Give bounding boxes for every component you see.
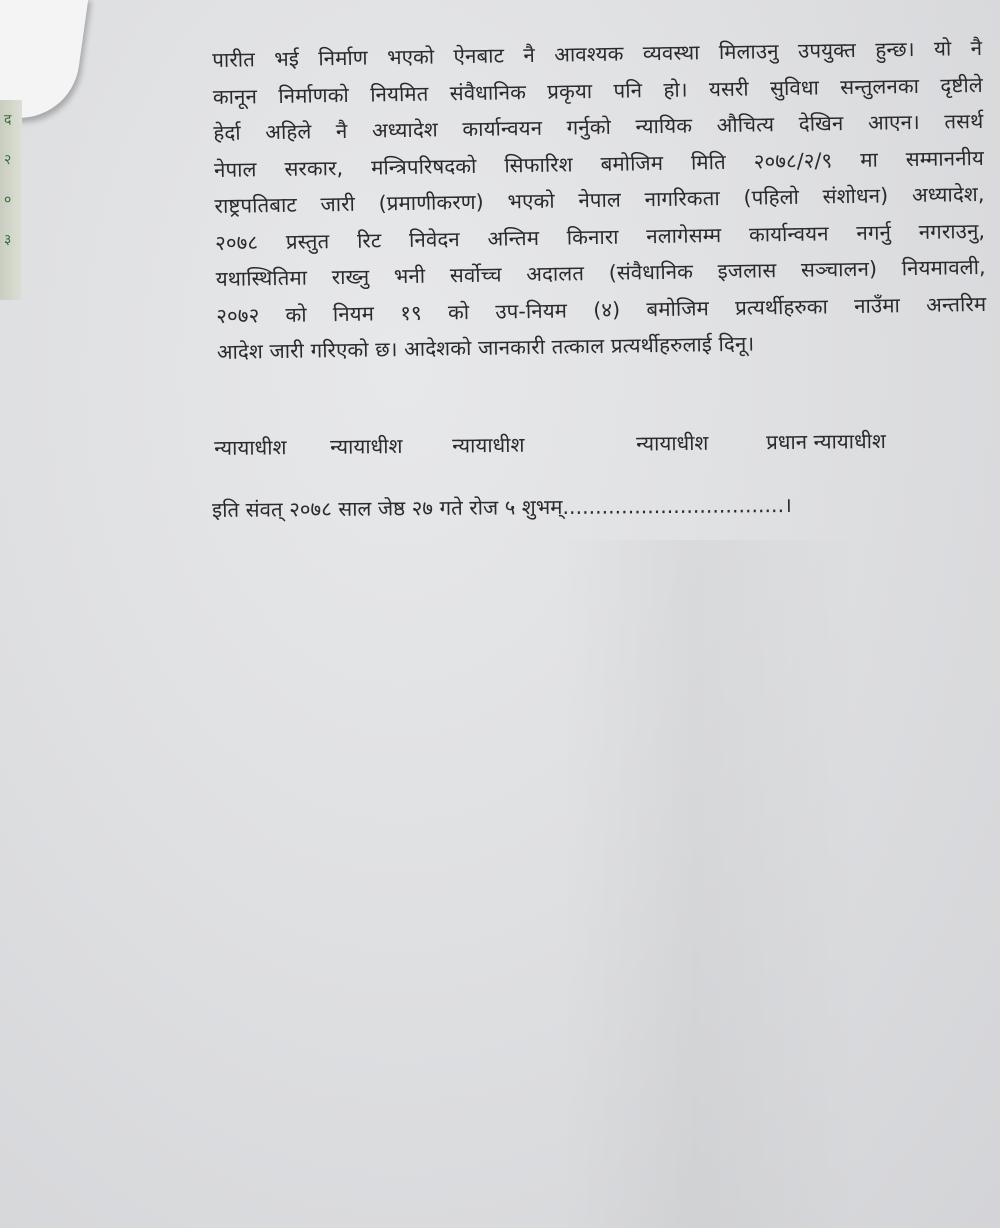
signature-justice-4: न्यायाधीश	[635, 430, 709, 456]
paragraph-line: हेर्दा अहिले नै अध्यादेश कार्यान्वयन गर्नुको न्यायिक औचित्य देखिन आएन। तसर्थ	[213, 108, 984, 145]
signature-row	[214, 427, 924, 468]
paragraph-line: यथास्थितिमा राख्नु भनी सर्वोच्च अदालत (संवैधानिक इजलास सञ्चालन) नियमावली,	[215, 254, 986, 291]
signature-justice-1: न्यायाधीश	[214, 435, 287, 460]
paragraph-line: कानून निर्माणको नियमित संवैधानिक प्रकृया पनि हो। यसरी सुविधा सन्तुलनका दृष्टीले	[212, 72, 983, 109]
signature-justice-2: न्यायाधीश	[330, 434, 403, 459]
date-line: इति संवत् २०७८ साल जेष्ठ २७ गते रोज ५ शुभम्..................................।	[212, 492, 792, 522]
paragraph-line: २०७२ को नियम १९ को उप-नियम (४) बमोजिम प्रत्यर्थीहरुका नाउँमा अन्तरिम	[216, 291, 987, 328]
paragraph-line: राष्ट्रपतिबाट जारी (प्रमाणीकरण) भएको नेपाल नागरिकता (पहिलो संशोधन) अध्यादेश,	[214, 181, 985, 218]
signature-chief-justice: प्रधान न्यायाधीश	[765, 428, 887, 455]
paragraph-line: पारीत भई निर्माण भएको ऐनबाट नै आवश्यक व्यवस्था मिलाउनु उपयुक्त हुन्छ। यो नै	[212, 35, 983, 72]
signature-justice-3: न्यायाधीश	[452, 432, 525, 458]
order-body-paragraph	[212, 30, 987, 371]
underlying-page-edge: द २ ० ३	[0, 100, 22, 300]
paragraph-line: २०७८ प्रस्तुत रिट निवेदन अन्तिम किनारा नलागेसम्म कार्यान्वयन नगर्नु नगराउनु,	[214, 218, 986, 255]
paragraph-line: आदेश जारी गरिएको छ। आदेशको जानकारी तत्काल प्रत्यर्थीहरुलाई दिनू।	[216, 331, 755, 364]
paragraph-line: नेपाल सरकार, मन्त्रिपरिषदको सिफारिश बमोजिम मिति २०७८/२/९ मा सम्माननीय	[213, 145, 985, 182]
